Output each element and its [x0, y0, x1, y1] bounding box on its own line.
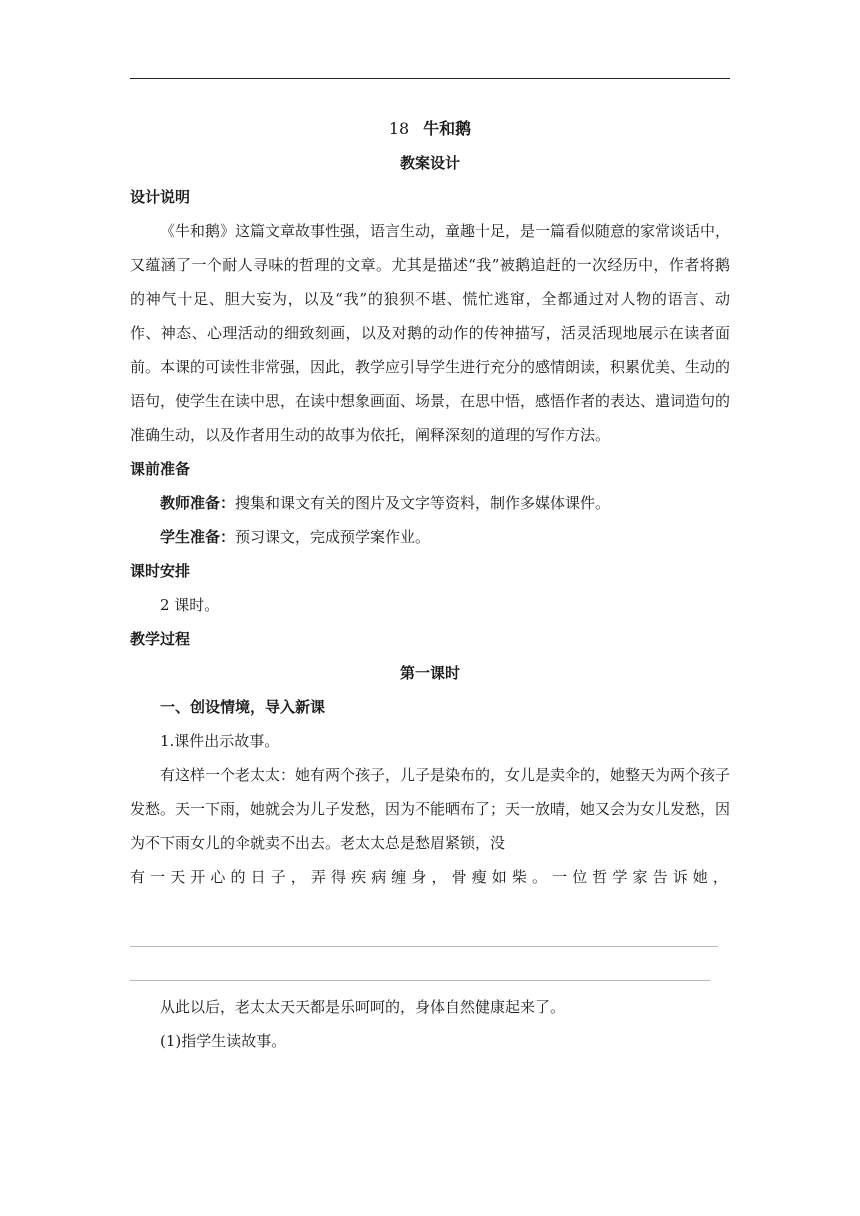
step-one: 1.课件出示故事。	[160, 732, 280, 750]
teacher-preparation	[130, 486, 730, 520]
page-divider-upper	[130, 946, 718, 947]
section-heading: 一、创设情境，导入新课	[160, 698, 326, 716]
lesson-title-text: 牛和鹅	[423, 119, 472, 138]
student-preparation-label: 学生准备：	[160, 528, 236, 546]
story-paragraph	[130, 758, 734, 894]
process-heading: 教学过程	[130, 630, 191, 648]
design-note-heading: 设计说明	[130, 188, 191, 206]
story-ending: 从此以后，老太太天天都是乐呵呵的，身体自然健康起来了。	[160, 998, 566, 1016]
teacher-preparation-text: 搜集和课文有关的图片及文字等资料，制作多媒体课件。	[235, 494, 611, 512]
story-last-line: 有一天开心的日子，弄得疾病缠身，骨瘦如柴。一位哲学家告诉她，	[130, 868, 734, 886]
schedule-text: 2 课时。	[160, 596, 220, 614]
preparation-heading: 课前准备	[130, 460, 191, 478]
document-content	[130, 112, 734, 894]
teacher-preparation-label: 教师准备：	[160, 494, 236, 512]
schedule-heading: 课时安排	[130, 562, 191, 580]
lesson-period-heading: 第一课时	[399, 664, 460, 682]
document-subtitle: 教案设计	[399, 154, 460, 172]
header-rule	[130, 78, 730, 79]
design-note-body: 《牛和鹅》这篇文章故事性强，语言生动，童趣十足，是一篇看似随意的家常谈话中，又蕴涵了一个耐人寻味的哲理的文章。尤其是描述“我”被鹅追赶的一次经历中，作者将鹅的神气十足、胆大妄为，以及“我”的狼狈不堪、慌忙逃窜，全都通过对人物的语言、动作、神态、心理活动的细致刻画，以及对鹅的动作的传神描写，活灵活现地展示在读者面前。本课的可读性非常强，因此，教学应引导学生进行充分的感情朗读，积累优美、生动的语句，使学生在读中思，在读中想象画面、场景，在思中悟，感悟作者的表达、遣词造句的准确生动，以及作者用生动的故事为依托，阐释深刻的道理的写作方法。	[130, 222, 731, 444]
student-preparation-text: 预习课文，完成预学案作业。	[235, 528, 431, 546]
student-preparation	[130, 520, 730, 554]
continued-content	[130, 990, 730, 1058]
lesson-number: 18	[388, 119, 410, 138]
story-body: 有这样一个老太太：她有两个孩子，儿子是染布的，女儿是卖伞的，她整天为两个孩子发愁。天一下雨，她就会为儿子发愁，因为不能晒布了；天一放晴，她又会为女儿发愁，因为不下雨女儿的伞就卖不出去。老太太总是愁眉紧锁，没	[130, 766, 731, 852]
step-one-sub: (1)指学生读故事。	[160, 1032, 287, 1050]
lesson-title	[130, 112, 730, 146]
page-divider-lower	[130, 980, 710, 981]
